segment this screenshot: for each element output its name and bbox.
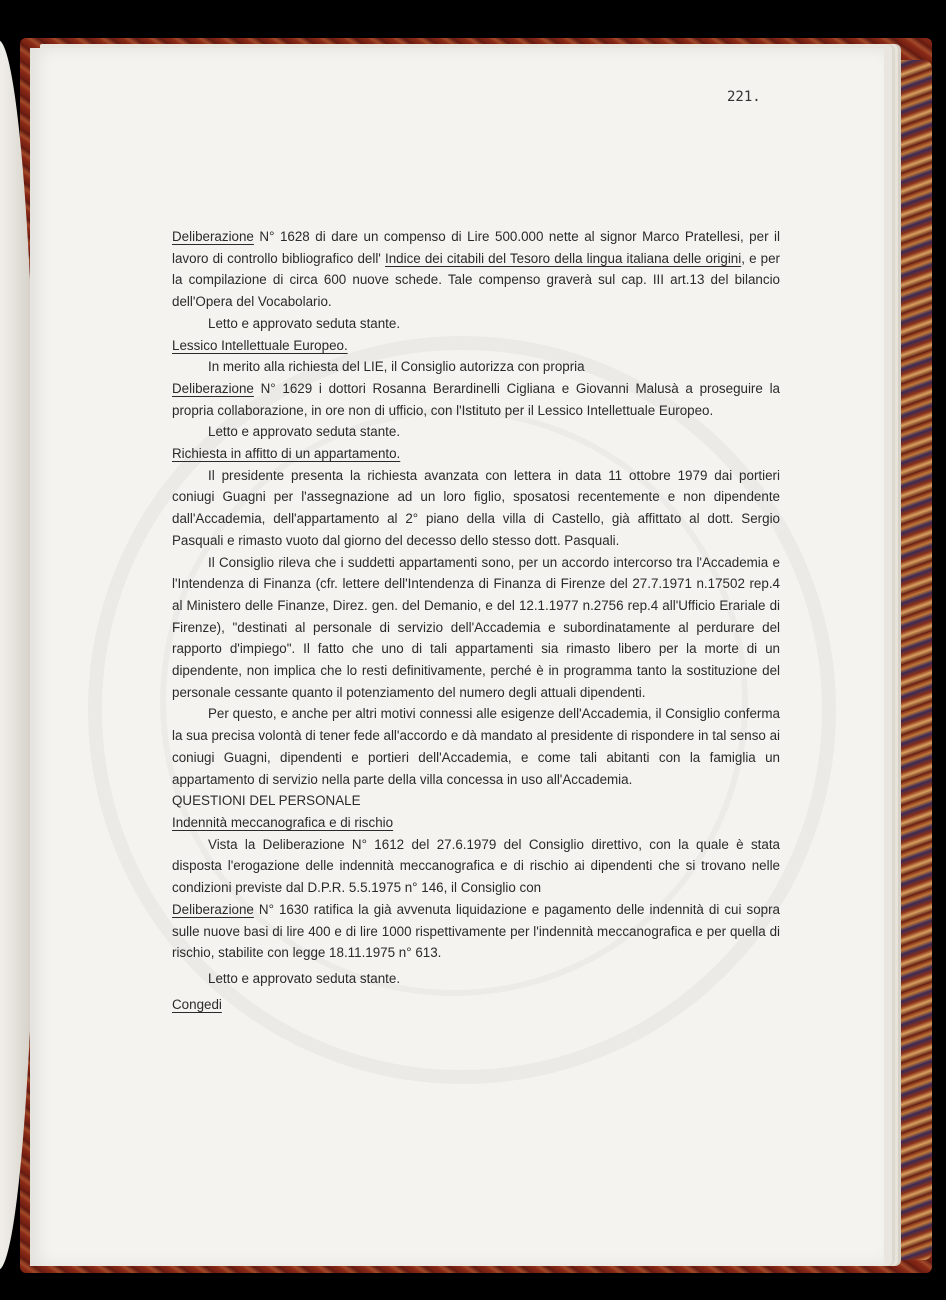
section-heading-text: Indennità meccanografica e di rischio [172,814,394,830]
section-heading-congedi [172,994,780,1016]
paragraph-text: N° 1628 di dare un compenso di Lire 500.000 nette al signor Marco Pratellesi, per il lavoro di controllo bibliografico dell' [172,229,780,266]
underlined-title: Indice dei citabili del Tesoro della lingua italiana delle origini [385,250,742,266]
page-number: 221. [727,89,761,105]
underlined-term: Deliberazione [172,380,254,396]
paragraph-deliberazione-1628 [172,226,780,313]
paragraph-deliberazione-1630 [172,899,780,964]
paragraph-text: N° 1629 i dottori Rosanna Berardinelli Cigliana e Giovanni Malusà a proseguire la propria collaborazione, in ore non di ufficio, con l'Istituto per il Lessico Intellettuale Europeo. [172,380,780,418]
paragraph-deliberazione-1629 [172,378,780,421]
section-heading-personale: QUESTIONI DEL PERSONALE [172,793,361,809]
section-heading-text: Richiesta in affitto di un appartamento. [172,446,401,462]
paragraph-text: , e per la compilazione di circa 600 nuove schede. Tale compenso graverà sul cap. III art.13 del bilancio dell'Opera del Vocabolario. [172,250,781,310]
paragraph-intro: In merito alla richiesta del LIE, il Consiglio autorizza con propria [208,359,585,375]
underlined-term: Deliberazione [172,901,254,917]
section-heading-text: Congedi [172,996,222,1012]
approval-line: Letto e approvato seduta stante. [208,424,401,440]
section-heading-text: Lessico Intellettuale Europeo. [172,337,348,353]
paragraph-richiesta: Il presidente presenta la richiesta avanzata con lettera in data 11 ottobre 1979 dai portieri coniugi Guagni per l'assegnazione ad un loro figlio, sposatosi recentemente e non dipendente dall'Accademia, dell'appartamento al 2° piano della villa di Castello, già affittato al dott. Sergio Pasquali e rimasto vuoto dal giorno del decesso dello stesso dott. Pasquali. [172,467,780,548]
marbled-edge [892,60,932,1260]
document-body [172,226,780,1015]
paragraph-text: N° 1630 ratifica la già avvenuta liquidazione e pagamento delle indennità di cui sopra sulle nuove basi di lire 400 e di lire 1000 rispettivamente per l'indennità meccanografica e per quella di rischio, stabilite con legge 18.11.1975 n° 613. [172,901,780,961]
paragraph-per-questo: Per questo, e anche per altri motivi connessi alle esigenze dell'Accademia, il Consiglio conferma la sua precisa volontà di tener fede all'accordo e dà mandato al presidente di rispondere in tal senso ai coniugi Guagni, dipendenti e portieri dell'Accademia, e come tali abitanti con la famiglia un appartamento di servizio nella parte della villa concessa in uso all'Accademia. [172,706,780,787]
paragraph-consiglio-rileva: Il Consiglio rileva che i suddetti appartamenti sono, per un accordo intercorso tra l'Accademia e l'Intendenza di Finanza (cfr. lettere dell'Intendenza di Finanza di Firenze del 27.7.1971 n.17502 rep.4 al Ministero delle Finanze, Direz. gen. del Demanio, e del 12.1.1977 n.2756 rep.4 all'Ufficio Erariale di Firenze), "destinati al personale di servizio dell'Accademia e subordinatamente al perdurare del rapporto d'impiego". Il fatto che uno di tali appartamenti sia rimasto libero per la morte di un dipendente, non implica che lo resti definitivamente, perché è in programma tanto la sostituzione del personale cessante quanto il potenziamento del numero degli attuali dipendenti. [172,554,780,700]
approval-line: Letto e approvato seduta stante. [208,315,401,331]
section-heading-affitto [172,443,780,465]
section-heading-lie [172,335,780,357]
section-heading-indennita [172,812,780,834]
underlined-term: Deliberazione [172,229,254,244]
approval-line: Letto e approvato seduta stante. [208,970,401,986]
paragraph-vista: Vista la Deliberazione N° 1612 del 27.6.1979 del Consiglio direttivo, con la quale è stata disposta l'erogazione delle indennità meccanografica e di rischio ai dipendenti che si trovano nelle condizioni previste dal D.P.R. 5.5.1975 n° 146, il Consiglio con [172,836,780,896]
